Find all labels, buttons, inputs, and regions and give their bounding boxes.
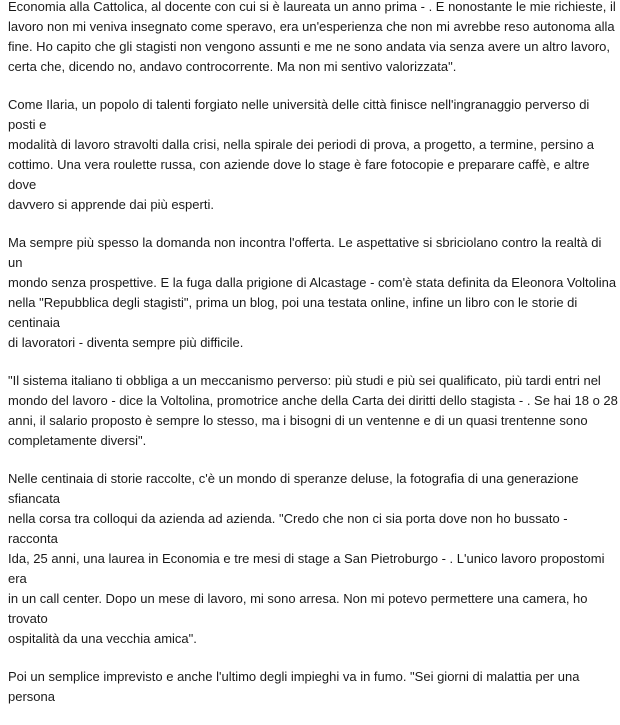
paragraph-line: modalità di lavoro stravolti dalla crisi, nella spirale dei periodi di prova, a progetto, a termine, persino a (8, 137, 595, 152)
paragraph-line: Come Ilaria, un popolo di talenti forgiato nelle università delle città finisce nell'ingranaggio perverso di posti e (8, 97, 590, 132)
paragraph-line: davvero si apprende dai più esperti. (8, 197, 214, 212)
article-paragraph (8, 667, 618, 707)
paragraph-line: Ida, 25 anni, una laurea in Economia e tre mesi di stage a San Pietroburgo - . L'unico lavoro propostomi era (8, 551, 605, 586)
paragraph-line: fine. Ho capito che gli stagisti non vengono assunti e me ne sono andata via senza avere un altro lavoro, (8, 39, 610, 54)
paragraph-line: ospitalità da una vecchia amica". (8, 631, 197, 646)
paragraph-line: lavoro non mi veniva insegnato come speravo, era un'esperienza che non mi avrebbe reso autonoma alla (8, 19, 615, 34)
paragraph-line: nella corsa tra colloqui da azienda ad azienda. "Credo che non ci sia porta dove non ho bussato - racconta (8, 511, 568, 546)
paragraph-line: "Il sistema italiano ti obbliga a un meccanismo perverso: più studi e più sei qualificato, più tardi entri nel (8, 373, 601, 388)
paragraph-line: anni, il salario proposto è sempre lo stesso, ma i bisogni di un ventenne e di un quasi trentenne sono (8, 413, 588, 428)
paragraph-line: mondo del lavoro - dice la Voltolina, promotrice anche della Carta dei diritti dello stagista - . Se hai 18 o 28 (8, 393, 618, 408)
paragraph-line: nella "Repubblica degli stagisti", prima un blog, poi una testata online, infine un libro con le storie di centinaia (8, 295, 578, 330)
article-paragraph (8, 233, 618, 353)
paragraph-line: Nelle centinaia di storie raccolte, c'è un mondo di speranze deluse, la fotografia di una generazione sfiancata (8, 471, 579, 506)
paragraph-line: di lavoratori - diventa sempre più difficile. (8, 335, 244, 350)
paragraph-line: mondo senza prospettive. E la fuga dalla prigione di Alcastage - com'è stata definita da Eleonora Voltolina (8, 275, 617, 290)
paragraph-line: cottimo. Una vera roulette russa, con aziende dove lo stage è fare fotocopie e preparare caffè, e altre dove (8, 157, 590, 192)
article-body (8, 0, 618, 725)
paragraph-line: Poi un semplice imprevisto e anche l'ultimo degli impieghi va in fumo. "Sei giorni di malattia per una persona (8, 669, 580, 704)
paragraph-line: Economia alla Cattolica, al docente con cui si è laureata un anno prima - . E nonostante le mie richieste, il (8, 0, 616, 14)
article-paragraph (8, 95, 618, 215)
paragraph-line: completamente diversi". (8, 433, 147, 448)
paragraph-line: Ma sempre più spesso la domanda non incontra l'offerta. Le aspettative si sbriciolano contro la realtà di un (8, 235, 602, 270)
paragraph-line: certa che, dicendo no, andavo controcorrente. Ma non mi sentivo valorizzata". (8, 59, 457, 74)
article-paragraph (8, 469, 618, 649)
article-paragraph (8, 371, 618, 451)
article-paragraph (8, 0, 618, 77)
paragraph-line: in un call center. Dopo un mese di lavoro, mi sono arresa. Non mi potevo permettere una camera, ho trovato (8, 591, 588, 626)
